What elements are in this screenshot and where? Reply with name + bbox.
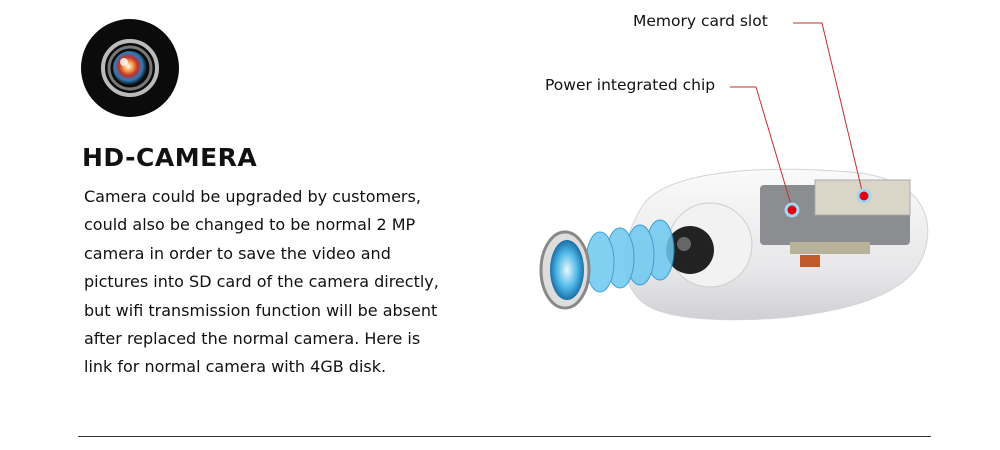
power-chip-label: Power integrated chip [545, 76, 716, 94]
camera-lens-icon [80, 18, 180, 118]
power-chip-marker [786, 204, 798, 216]
divider [78, 436, 931, 437]
section-title: HD-CAMERA [82, 143, 258, 172]
description-line: pictures into SD card of the camera directly, [84, 272, 439, 292]
section-description [84, 183, 464, 382]
front-lens-ring [541, 232, 589, 308]
memory-card-slot-label: Memory card slot [633, 12, 768, 30]
description-line: link for normal camera with 4GB disk. [84, 357, 387, 377]
description-line: after replaced the normal camera. Here is [84, 329, 421, 349]
description-line: could also be changed to be normal 2 MP [84, 215, 416, 235]
description-line: Camera could be upgraded by customers, [84, 187, 421, 206]
description-line: camera in order to save the video and [84, 243, 391, 263]
camera-module-illustration [520, 0, 1000, 340]
memory-slot-marker [858, 190, 870, 202]
description-line: but wifi transmission function will be absent [84, 300, 438, 320]
